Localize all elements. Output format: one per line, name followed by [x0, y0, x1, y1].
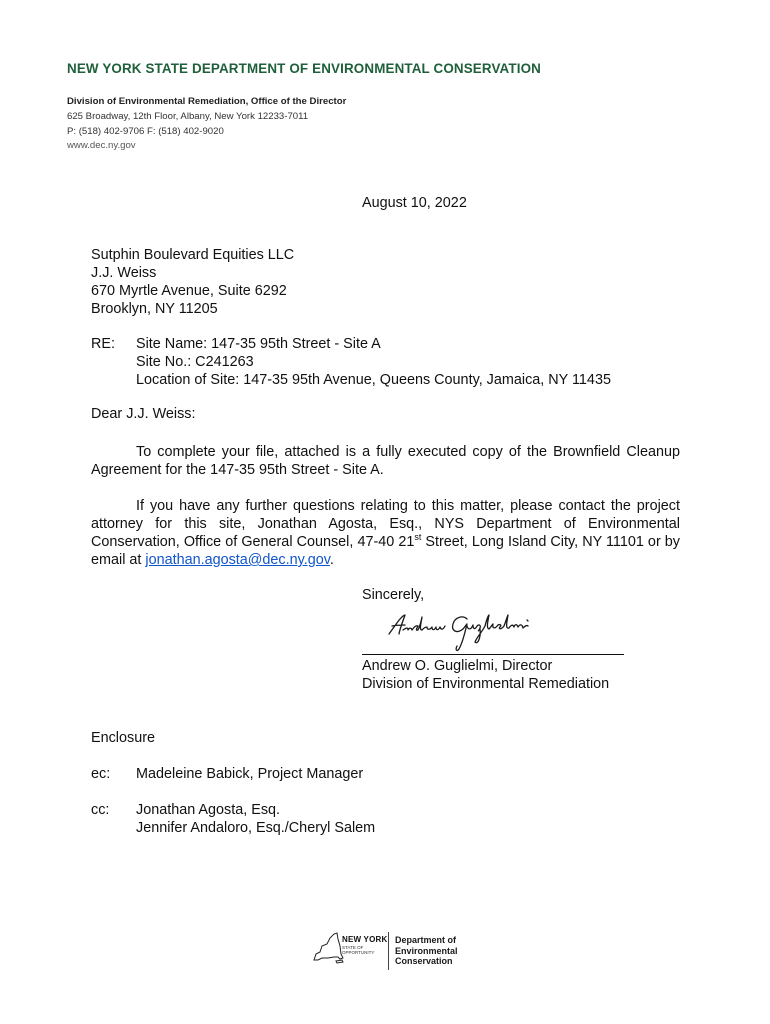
agency-address: 625 Broadway, 12th Floor, Albany, New York 12233-7011: [67, 111, 309, 122]
signer-name-title: Andrew O. Guglielmi, Director: [362, 658, 553, 674]
dept-wordmark: [395, 935, 458, 967]
re-label: RE:: [91, 336, 115, 352]
email-link[interactable]: jonathan.agosta@dec.ny.gov: [145, 552, 330, 568]
signer-division: Division of Environmental Remediation: [362, 676, 610, 692]
agency-phone: P: (518) 402-9706 F: (518) 402-9020: [67, 126, 224, 137]
ny-state-tagline-1: STATE OF: [342, 945, 364, 950]
re-site-number: Site No.: C241263: [136, 354, 254, 370]
re-site-name: Site Name: 147-35 95th Street - Site A: [136, 336, 381, 352]
letter-date: August 10, 2022: [362, 195, 467, 211]
re-site-location: Location of Site: 147-35 95th Avenue, Queens County, Jamaica, NY 11435: [136, 372, 611, 388]
ny-state-map-icon: [310, 930, 344, 966]
agency-name: NEW YORK STATE DEPARTMENT OF ENVIRONMENTAL CONSERVATION: [67, 61, 541, 76]
paragraph-1-text: To complete your file, attached is a fully executed copy of the Brownfield Cleanup Agreement for the 147-35 95th Street - Site A.: [91, 444, 680, 478]
signature-line: [362, 654, 624, 655]
recipient-company: Sutphin Boulevard Equities LLC: [91, 247, 295, 263]
ny-state-tagline-2: OPPORTUNITY: [342, 950, 375, 955]
ordinal-suffix: st: [414, 532, 422, 543]
cc-recipients: [136, 801, 375, 837]
signature-image: [385, 612, 575, 654]
ec-label: ec:: [91, 766, 111, 782]
dept-line-2: Environmental: [395, 945, 458, 956]
ec-recipient: Madeleine Babick, Project Manager: [136, 766, 364, 782]
salutation: Dear J.J. Weiss:: [91, 406, 196, 422]
closing: Sincerely,: [362, 587, 425, 603]
cc-recipient-1: Jonathan Agosta, Esq.: [136, 802, 281, 818]
paragraph-2-text-cont: Street, Long Island City, NY 11101 or by email at: [91, 534, 680, 568]
ny-state-tagline: [342, 945, 374, 955]
footer-divider: [388, 932, 389, 970]
recipient-address: [91, 246, 294, 318]
recipient-street: 670 Myrtle Avenue, Suite 6292: [91, 283, 287, 299]
agency-website[interactable]: www.dec.ny.gov: [67, 140, 136, 151]
paragraph-1: [91, 443, 680, 479]
enclosure-note: Enclosure: [91, 730, 155, 746]
recipient-name: J.J. Weiss: [91, 265, 157, 281]
division-line: Division of Environmental Remediation, Office of the Director: [67, 96, 347, 107]
paragraph-2: [91, 497, 680, 569]
cc-recipient-2: Jennifer Andaloro, Esq./Cheryl Salem: [136, 820, 376, 836]
recipient-city: Brooklyn, NY 11205: [91, 301, 218, 317]
paragraph-2-text: If you have any further questions relating to this matter, please contact the project attorney for this site, Jonathan Agosta, Esq., NYS Department of Environmental Conservation, Office of General Counsel, 47-40 21: [91, 498, 680, 550]
ny-state-wordmark: NEW YORK: [342, 935, 388, 944]
re-details: [136, 335, 611, 389]
dept-line-3: Conservation: [395, 956, 453, 966]
dept-line-1: Department of: [395, 935, 457, 945]
cc-label: cc:: [91, 802, 110, 818]
signer-block: [362, 657, 609, 693]
paragraph-2-end: .: [329, 552, 334, 568]
